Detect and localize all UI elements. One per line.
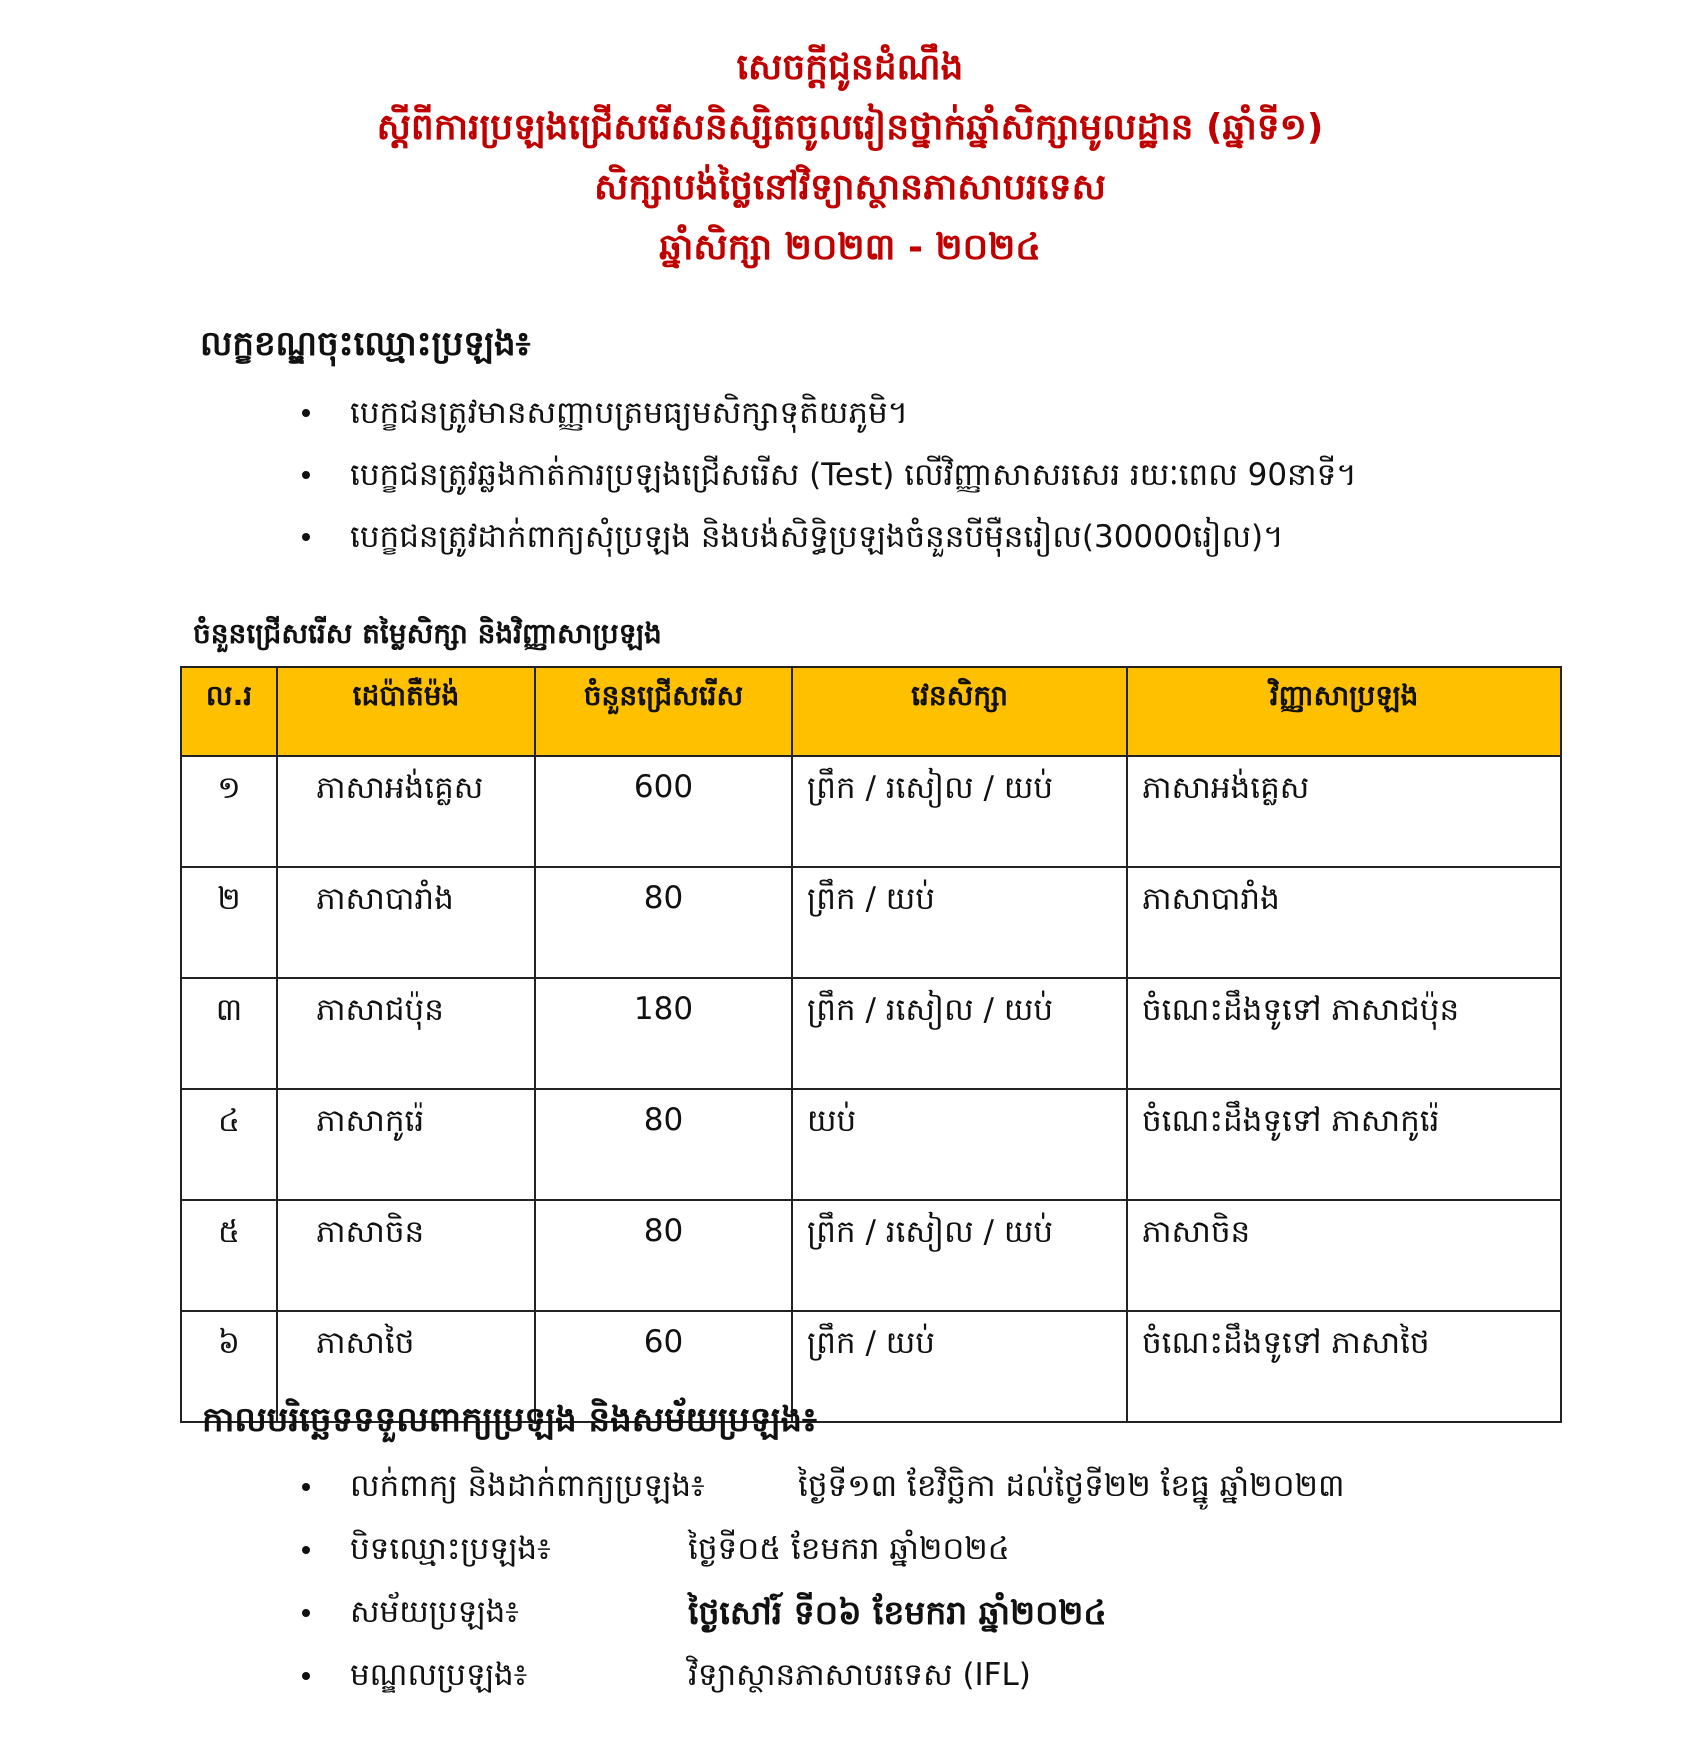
bullet-icon bbox=[302, 533, 310, 541]
title-line-3: សិក្សាបង់ថ្លៃនៅវិទ្យាស្ថានភាសាបរទេស bbox=[594, 167, 1106, 208]
cell-shift: ព្រឹក / យប់ bbox=[792, 867, 1127, 978]
cell-no: ៤ bbox=[181, 1089, 277, 1200]
bullet-icon bbox=[302, 409, 310, 417]
bullet-icon bbox=[302, 1483, 310, 1491]
cell-shift: ព្រឹក / រសៀល / យប់ bbox=[792, 978, 1127, 1089]
announcement-title bbox=[0, 38, 1700, 278]
requirement-text: បេក្ខជនត្រូវដាក់ពាក្យសុំប្រឡង និងបង់សិទ្ធិប្រឡងចំនួនបីម៉ឺនរៀល(30000រៀល)។ bbox=[350, 519, 1284, 555]
list-item bbox=[350, 382, 1357, 444]
list-item bbox=[350, 444, 1357, 506]
header-department: ដេប៉ាតឺម៉ង់ bbox=[277, 667, 535, 756]
cell-quota: 80 bbox=[535, 867, 792, 978]
cell-exam-subject: ចំណេះដឹងទូទៅ ភាសាកូរ៉េ bbox=[1127, 1089, 1561, 1200]
schedule-list bbox=[350, 1455, 1600, 1707]
requirement-text: បេក្ខជនត្រូវឆ្លងកាត់ការប្រឡងជ្រើសរើស (Test) លើវិញ្ញាសាសរសេរ រយៈពេល 90នាទី។ bbox=[350, 457, 1357, 493]
table-row bbox=[181, 1089, 1561, 1200]
schedule-label: មណ្ឌលប្រឡង៖ bbox=[350, 1657, 528, 1693]
title-line-1: សេចក្តីជូនដំណឹង bbox=[736, 47, 964, 88]
cell-department: ភាសាអង់គ្លេស bbox=[277, 756, 535, 867]
cell-exam-subject: ភាសាបារាំង bbox=[1127, 867, 1561, 978]
schedule-value: ថ្ងៃទី០៥ ខែមករា ឆ្នាំ២០២៤ bbox=[688, 1531, 1010, 1567]
list-item bbox=[350, 1518, 1600, 1581]
requirement-text: បេក្ខជនត្រូវមានសញ្ញាបត្រមធ្យមសិក្សាទុតិយភូមិ។ bbox=[350, 395, 909, 431]
exam-date-value: ថ្ងៃសៅរ៍ ទី០៦ ខែមករា ឆ្នាំ២០២៤ bbox=[688, 1593, 1107, 1632]
cell-exam-subject: ភាសាចិន bbox=[1127, 1200, 1561, 1311]
cell-no: ៥ bbox=[181, 1200, 277, 1311]
majors-table bbox=[180, 666, 1562, 1423]
cell-exam-subject: ចំណេះដឹងទូទៅ ភាសាជប៉ុន bbox=[1127, 978, 1561, 1089]
cell-department: ភាសាបារាំង bbox=[277, 867, 535, 978]
cell-exam-subject: ភាសាអង់គ្លេស bbox=[1127, 756, 1561, 867]
cell-no: ៣ bbox=[181, 978, 277, 1089]
table-row bbox=[181, 867, 1561, 978]
list-item bbox=[350, 1455, 1600, 1518]
cell-no: ២ bbox=[181, 867, 277, 978]
cell-quota: 600 bbox=[535, 756, 792, 867]
title-line-2: ស្តីពីការប្រឡងជ្រើសរើសនិស្សិតចូលរៀនថ្នាក់ឆ្នាំសិក្សាមូលដ្ឋាន (ឆ្នាំទី១) bbox=[376, 107, 1324, 148]
bullet-icon bbox=[302, 471, 310, 479]
requirements-list bbox=[350, 382, 1357, 568]
header-quota: ចំនួនជ្រើសរើស bbox=[535, 667, 792, 756]
cell-shift: ព្រឹក / យប់ bbox=[792, 1311, 1127, 1422]
cell-quota: 80 bbox=[535, 1200, 792, 1311]
title-line-4: ឆ្នាំសិក្សា ២០២៣ - ២០២៤ bbox=[659, 227, 1041, 268]
bullet-icon bbox=[302, 1672, 310, 1680]
bullet-icon bbox=[302, 1546, 310, 1554]
cell-quota: 80 bbox=[535, 1089, 792, 1200]
header-shift: វេនសិក្សា bbox=[792, 667, 1127, 756]
table-row bbox=[181, 1200, 1561, 1311]
table-header-row bbox=[181, 667, 1561, 756]
header-exam-subject: វិញ្ញាសាប្រឡង bbox=[1127, 667, 1561, 756]
cell-department: ភាសាជប៉ុន bbox=[277, 978, 535, 1089]
schedule-value: វិទ្យាស្ថានភាសាបរទេស (IFL) bbox=[688, 1657, 1031, 1693]
cell-quota: 180 bbox=[535, 978, 792, 1089]
cell-shift: ព្រឹក / រសៀល / យប់ bbox=[792, 756, 1127, 867]
cell-department: ភាសាកូរ៉េ bbox=[277, 1089, 535, 1200]
list-item bbox=[350, 1644, 1600, 1707]
cell-shift: យប់ bbox=[792, 1089, 1127, 1200]
cell-department: ភាសាថៃ bbox=[277, 1311, 535, 1422]
schedule-label: លក់ពាក្យ និងដាក់ពាក្យប្រឡង៖ bbox=[350, 1468, 705, 1504]
schedule-label: បិទឈ្មោះប្រឡង៖ bbox=[350, 1531, 551, 1567]
cell-no: ១ bbox=[181, 756, 277, 867]
bullet-icon bbox=[302, 1609, 310, 1617]
header-no: ល.រ bbox=[181, 667, 277, 756]
schedule-label: សម័យប្រឡង៖ bbox=[350, 1594, 519, 1630]
cell-no: ៦ bbox=[181, 1311, 277, 1422]
table-row bbox=[181, 978, 1561, 1089]
table-caption: ចំនួនជ្រើសរើស តម្លៃសិក្សា និងវិញ្ញាសាប្រឡង bbox=[193, 617, 662, 650]
list-item bbox=[350, 1581, 1600, 1644]
list-item bbox=[350, 506, 1357, 568]
cell-exam-subject: ចំណេះដឹងទូទៅ ភាសាថៃ bbox=[1127, 1311, 1561, 1422]
table-row bbox=[181, 756, 1561, 867]
requirements-heading: លក្ខខណ្ឌចុះឈ្មោះប្រឡង៖ bbox=[200, 324, 531, 364]
cell-shift: ព្រឹក / រសៀល / យប់ bbox=[792, 1200, 1127, 1311]
cell-department: ភាសាចិន bbox=[277, 1200, 535, 1311]
cell-quota: 60 bbox=[535, 1311, 792, 1422]
schedule-value: ថ្ងៃទី១៣ ខែវិច្ឆិកា ដល់ថ្ងៃទី២២ ខែធ្នូ ឆ្នាំ២០២៣ bbox=[798, 1468, 1345, 1504]
schedule-heading: កាលបរិច្ឆេទទទួលពាក្យប្រឡង និងសម័យប្រឡង៖ bbox=[202, 1400, 817, 1440]
